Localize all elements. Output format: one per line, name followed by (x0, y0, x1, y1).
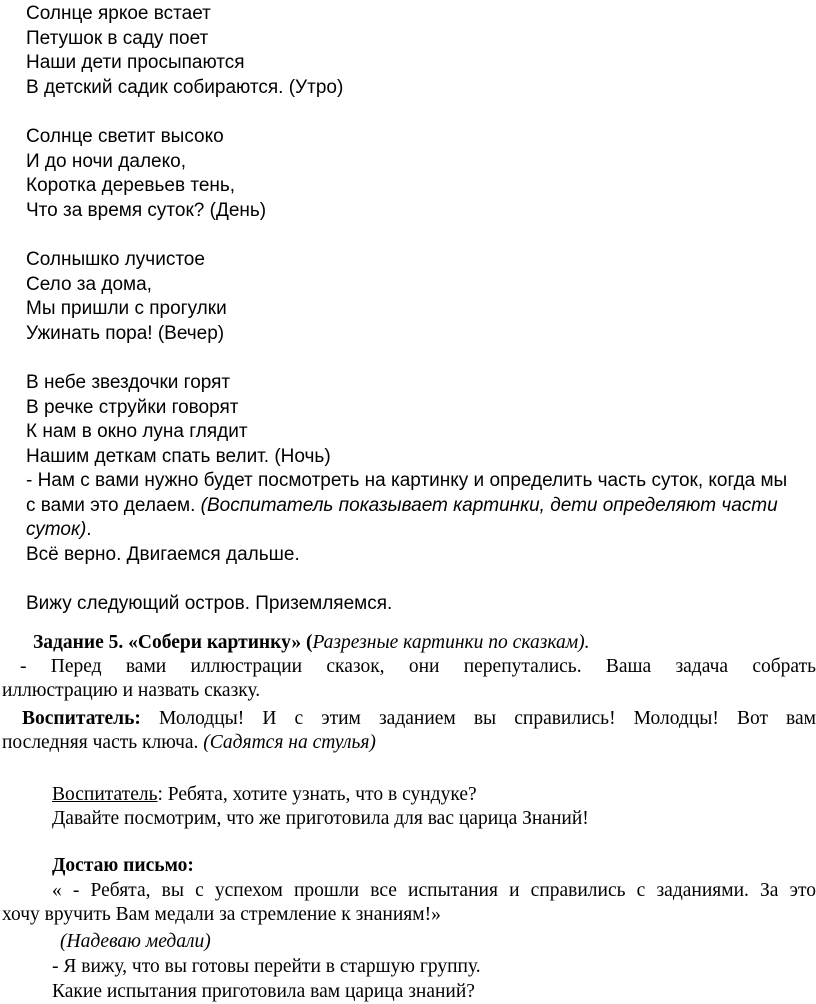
riddle-line: В небе звездочки горят (26, 372, 231, 393)
stage-direction-text: суток) (26, 519, 87, 540)
riddle-line: Мы пришли с прогулки (26, 298, 227, 319)
task-paragraph-line: - Перед вами иллюстрации сказок, они перепутались. Ваша задача собрать (20, 656, 816, 677)
letter-line: Какие испытания приготовила вам царица знаний? (52, 981, 475, 1002)
next-island-line: Вижу следующий остров. Приземляемся. (26, 593, 393, 614)
riddle-line: Что за время суток? (День) (26, 200, 267, 221)
chest-line: Давайте посмотрим, что же приготовила для вас царица Знаний! (52, 808, 589, 829)
riddle-line: Ужинать пора! (Вечер) (26, 323, 225, 344)
instruction-line (26, 494, 778, 519)
riddle-line: Коротка деревьев тень, (26, 175, 236, 196)
riddle-line: Нашим деткам спать велит. (Ночь) (26, 446, 331, 467)
task-praise-line (2, 731, 376, 755)
letter-line: - Я вижу, что вы готовы перейти в старшую группу. (52, 956, 481, 977)
stage-direction-text: (Садятся на стулья) (203, 732, 376, 753)
riddle-line: Наши дети просыпаются (26, 52, 245, 73)
task-title-bold: Задание 5. «Собери картинку» ( (33, 632, 313, 653)
riddle-line: К нам в окно луна глядит (26, 421, 248, 442)
riddle-line: Солнце светит высоко (26, 126, 224, 147)
riddle-line: Солнышко лучистое (26, 249, 205, 270)
riddle-line: И до ночи далеко, (26, 151, 186, 172)
speaker-label: Воспитатель: (22, 708, 141, 729)
riddle-line: Село за дома, (26, 274, 152, 295)
confirmation-line: Всё верно. Двигаемся дальше. (26, 544, 300, 565)
stage-direction-text: (Воспитатель показывает картинки, дети определяют части (200, 495, 778, 516)
riddle-line: В детский садик собираются. (Утро) (26, 77, 344, 98)
stage-direction-text: (Надеваю медали) (60, 931, 211, 952)
speaker-label: Воспитатель (52, 784, 158, 805)
chest-line (52, 783, 477, 807)
chest-text: : Ребята, хотите узнать, что в сундуке? (157, 784, 477, 805)
task-title-italic: Разрезные картинки по сказкам). (312, 632, 590, 653)
task-title (33, 631, 590, 655)
instruction-line: - Нам с вами нужно будет посмотреть на картинку и определить часть суток, когда мы (26, 470, 788, 491)
riddle-line: Солнце яркое встает (26, 3, 211, 24)
instruction-text: с вами это делаем. (26, 495, 201, 516)
letter-quote-line: хочу вручить Вам медали за стремление к знаниям!» (2, 904, 441, 925)
praise-text: Молодцы! И с этим заданием вы справились! Молодцы! Вот вам (140, 708, 816, 729)
letter-heading: Достаю письмо: (52, 855, 194, 876)
riddle-line: Петушок в саду поет (26, 28, 209, 49)
riddle-line: В речке струйки говорят (26, 397, 239, 418)
task-paragraph-line: иллюстрацию и назвать сказку. (2, 680, 261, 701)
instruction-text: . (86, 519, 92, 540)
instruction-line (26, 518, 92, 543)
task-praise-line (22, 707, 816, 731)
praise-text: последняя часть ключа. (2, 732, 204, 753)
letter-quote-line: « - Ребята, вы с успехом прошли все испытания и справились с заданиями. За это (52, 880, 816, 901)
